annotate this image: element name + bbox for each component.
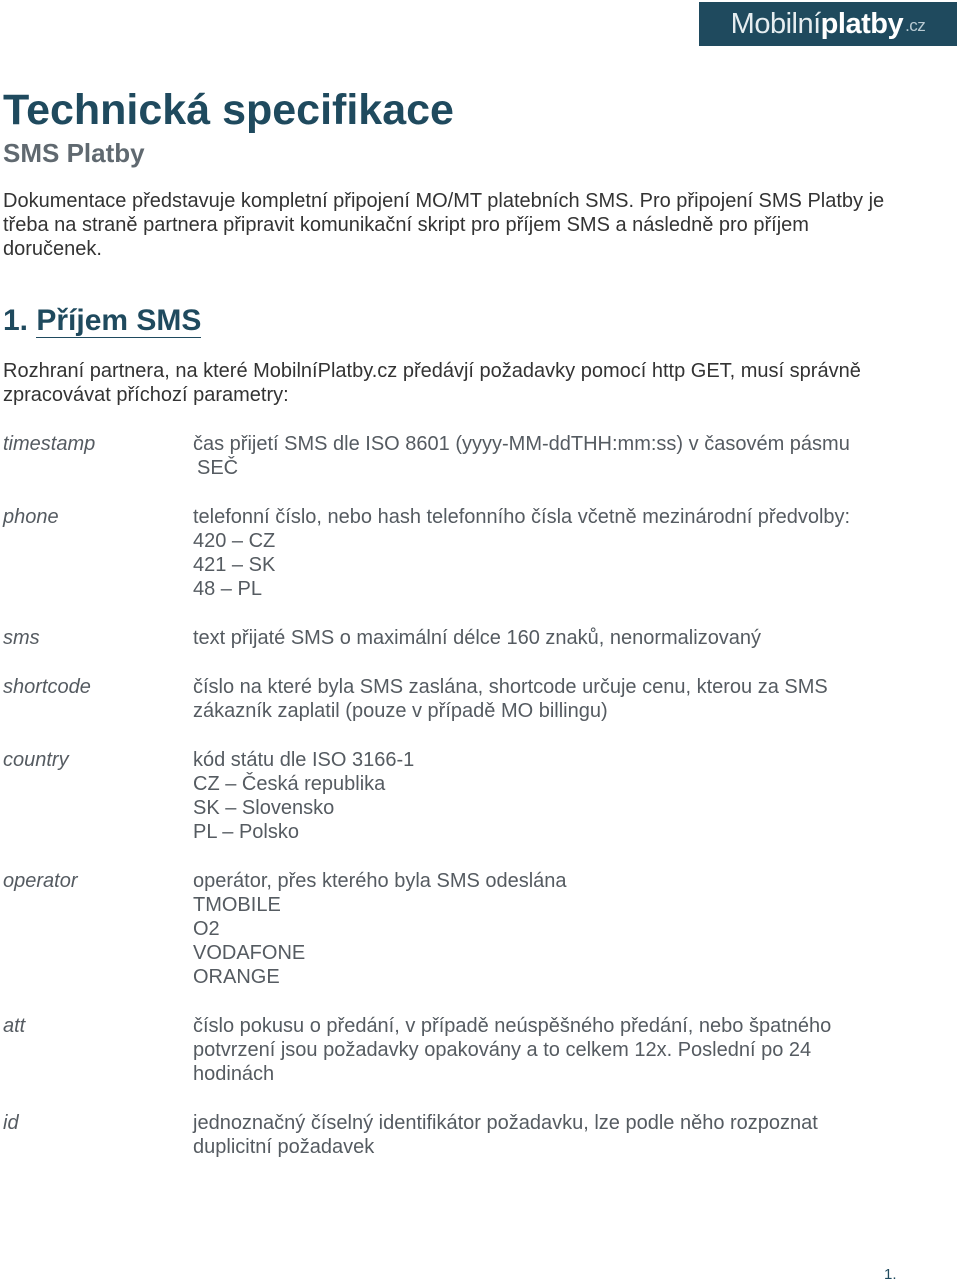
param-name: country (3, 749, 69, 771)
param-description (193, 626, 913, 650)
param-desc-line: zákazník zaplatil (pouze v případě MO billingu) (193, 700, 608, 722)
section-intro-paragraph: Rozhraní partnera, na které MobilníPlatby.cz předávjí požadavky pomocí http GET, musí správně zpracovávat příchozí parametry: (3, 360, 861, 406)
param-desc-line: TMOBILE (193, 894, 281, 916)
intro-paragraph: Dokumentace představuje kompletní připojení MO/MT platebních SMS. Pro připojení SMS Platby je třeba na straně partnera připravit komunikační skript pro příjem SMS a následně pro příjem doručenek. (3, 190, 885, 260)
param-desc-line: telefonní číslo, nebo hash telefonního čísla včetně mezinárodní předvolby: (193, 506, 851, 528)
document-subtitle: SMS Platby (3, 138, 145, 168)
logo (699, 2, 957, 46)
param-desc-line: hodinách (193, 1063, 275, 1085)
document-title: Technická specifikace (3, 86, 454, 134)
param-desc-line: CZ – Česká republika (193, 773, 386, 795)
param-desc-line: ORANGE (193, 966, 280, 988)
param-desc-line: duplicitní požadavek (193, 1136, 375, 1158)
param-desc-line: potvrzení jsou požadavky opakovány a to celkem 12x. Poslední po 24 (193, 1039, 812, 1061)
param-name: timestamp (3, 433, 96, 455)
param-name: shortcode (3, 676, 91, 698)
param-desc-line: čas přijetí SMS dle ISO 8601 (yyyy-MM-ddTHH:mm:ss) v časovém pásmu (193, 433, 850, 455)
param-name: phone (3, 506, 59, 528)
param-name: sms (3, 627, 40, 649)
param-description (193, 675, 913, 723)
logo-text-mobilni: Mobilní (730, 7, 821, 40)
param-description (193, 869, 913, 989)
param-description (193, 1014, 913, 1086)
param-desc-line: VODAFONE (193, 942, 306, 964)
param-desc-line: číslo na které byla SMS zaslána, shortcode určuje cenu, kterou za SMS (193, 676, 828, 698)
param-desc-line: SEČ (197, 457, 239, 479)
param-desc-line: text přijaté SMS o maximální délce 160 znaků, nenormalizovaný (193, 627, 762, 649)
param-desc-line: číslo pokusu o předání, v případě neúspěšného předání, nebo špatného (193, 1015, 832, 1037)
param-desc-line: jednoznačný číselný identifikátor požadavku, lze podle něho rozpoznat (193, 1112, 818, 1134)
section-heading-prijem-sms (3, 301, 201, 341)
page-number: 1. (884, 1266, 897, 1283)
param-name: id (3, 1112, 19, 1134)
param-name: operator (3, 870, 78, 892)
param-desc-line: O2 (193, 918, 220, 940)
param-name: att (3, 1015, 26, 1037)
param-description (193, 748, 913, 844)
param-description (193, 505, 913, 601)
param-desc-line: PL – Polsko (193, 821, 299, 843)
logo-text-platby: platby (820, 7, 904, 40)
param-desc-line: SK – Slovensko (193, 797, 335, 819)
param-description (193, 1111, 913, 1159)
param-desc-line: 48 – PL (193, 578, 262, 600)
section-number: 1. (3, 304, 29, 337)
param-description (193, 432, 913, 480)
param-desc-line: operátor, přes kterého byla SMS odeslána (193, 870, 567, 892)
param-desc-line: kód státu dle ISO 3166-1 (193, 749, 415, 771)
param-desc-line: 421 – SK (193, 554, 276, 576)
param-desc-line: 420 – CZ (193, 530, 276, 552)
logo-text-cz: .cz (905, 16, 926, 35)
section-title: Příjem SMS (36, 304, 202, 337)
